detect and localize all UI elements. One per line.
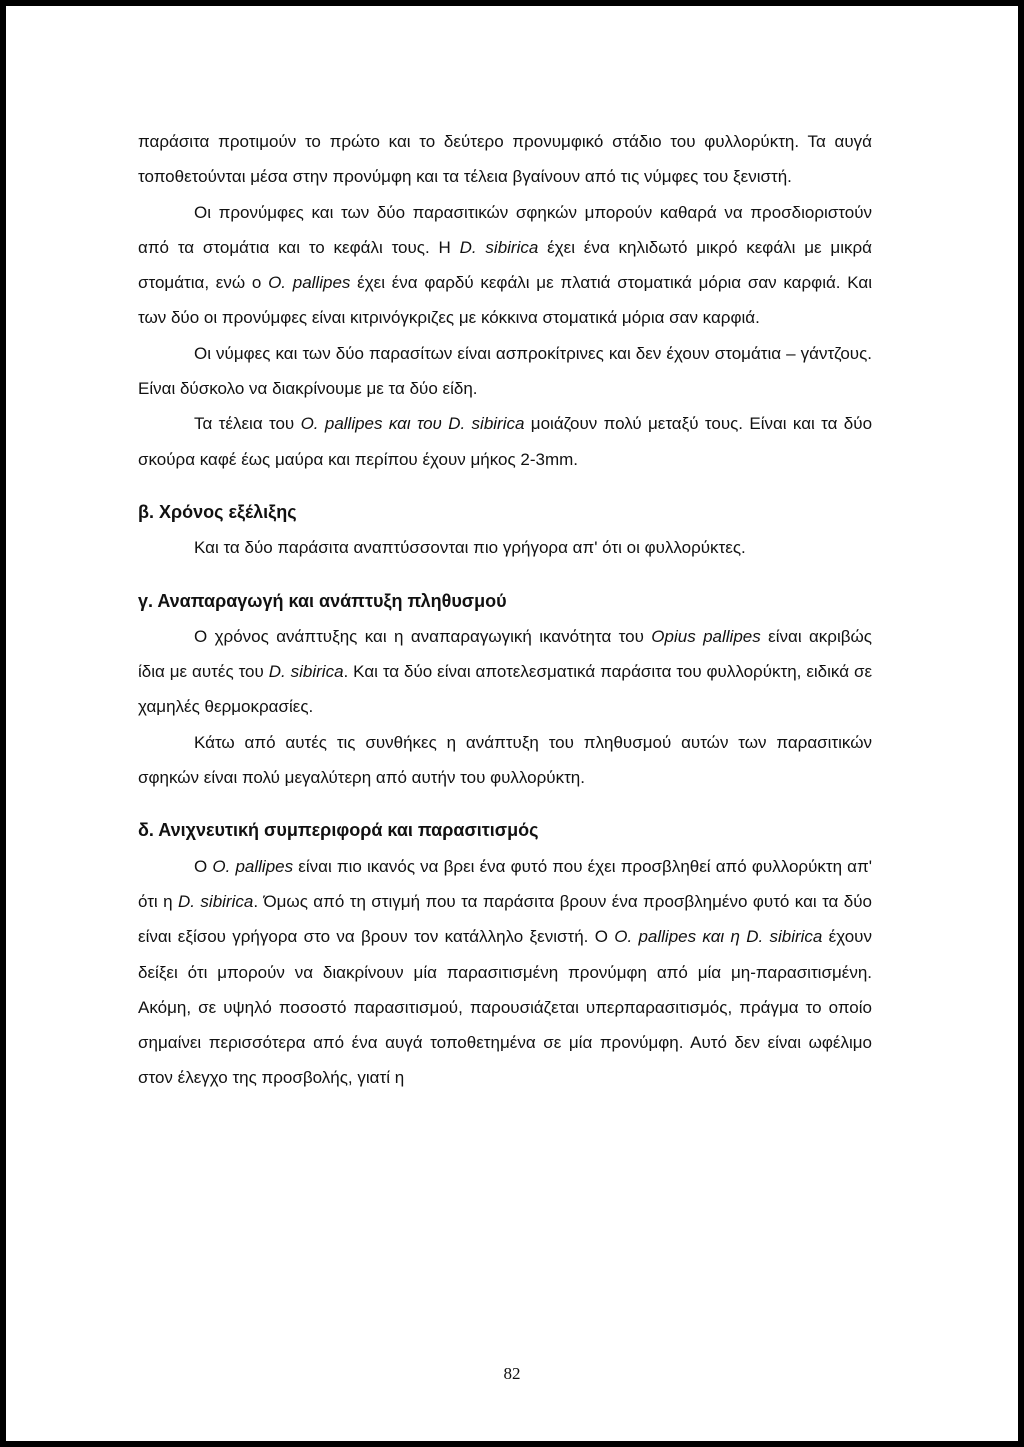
paragraph-reproduction: [138, 619, 872, 725]
text-run: έχει ένα φαρδύ κεφάλι με πλατιά στοματικά μόρια σαν καρφιά. Και των δύο οι προνύμφες είναι κιτρινόγκριζες με κόκκινα στοματικά μόρια σαν καρφιά.: [138, 273, 872, 328]
text-run: έχουν δείξει ότι μπορούν να διακρίνουν μία παρασιτισμένη προνύμφη από μία μη-παρασιτισμένη. Ακόμη, σε υψηλό ποσοστό παρασιτισμού, παρουσιάζεται υπερπαρασιτισμός, πράγμα το οποίο σημαίνει περισσότερα από ένα αυγά τοποθετημένα σε μία προνύμφη. Αυτό δεν είναι ωφέλιμο στον έλεγχο της προσβολής, γιατί η: [138, 927, 872, 1088]
species-name: Opius pallipes: [651, 626, 761, 646]
species-name: O. pallipes και του D. sibirica: [300, 414, 525, 434]
section-gap: [138, 477, 872, 495]
paragraph-text: παράσιτα προτιμούν το πρώτο και το δεύτερο προνυμφικό στάδιο του φυλλορύκτη. Τα αυγά τοποθετούνται μέσα στην προνύμφη και τα τέλεια βγαίνουν από τις νύμφες του ξενιστή.: [138, 132, 872, 187]
section-heading-development-time: β. Χρόνος εξέλιξης: [138, 501, 297, 522]
page-number: 82: [503, 1364, 521, 1383]
document-page: [6, 6, 1018, 1441]
paragraph-adults: [138, 406, 872, 477]
section-heading-reproduction: γ. Αναπαραγωγή και ανάπτυξη πληθυσμού: [138, 590, 507, 611]
species-name: O. pallipes: [212, 856, 294, 876]
species-name: D. sibirica: [459, 237, 539, 257]
paragraph-pupae: [138, 336, 872, 407]
text-run: έχει ένα κηλιδωτό μικρό κεφάλι με μικρά στομάτια, ενώ ο: [138, 237, 872, 293]
text-run: είναι ακριβώς ίδια με αυτές του: [138, 626, 873, 682]
page-content: [138, 124, 872, 1096]
text-run: Ο: [194, 856, 213, 876]
text-run: μοιάζουν πολύ μεταξύ τους. Είναι και τα δύο σκούρα καφέ έως μαύρα και περίπου έχουν μήκος 2-3mm.: [138, 414, 873, 469]
paragraph-text: Κάτω από αυτές τις συνθήκες η ανάπτυξη του πληθυσμού αυτών των παρασιτικών σφηκών είναι πολύ μεγαλύτερη από αυτήν του φυλλορύκτη.: [138, 732, 872, 788]
species-name: D. sibirica: [178, 891, 254, 911]
section-gap: [138, 795, 872, 813]
text-run: είναι πιο ικανός να βρει ένα φυτό που έχει προσβληθεί από φυλλορύκτη απ' ότι η: [138, 856, 872, 911]
paragraph-larvae-identification: [138, 195, 872, 336]
species-name: O. pallipes και η D. sibirica: [614, 927, 823, 947]
species-name: D. sibirica: [268, 662, 344, 682]
text-run: Ο χρόνος ανάπτυξης και η αναπαραγωγική ικανότητα του: [194, 626, 652, 646]
section-gap: [138, 566, 872, 584]
text-run: Οι προνύμφες και των δύο παρασιτικών σφηκών μπορούν καθαρά να προσδιοριστούν από τα στομάτια και το κεφάλι τους. Η: [138, 202, 872, 257]
text-run: . Όμως από τη στιγμή που τα παράσιτα βρουν ένα προσβλημένο φυτό και τα δύο είναι εξίσου γρήγορα στο να βρουν τον κατάλληλο ξενιστή. Ο: [138, 891, 873, 947]
paragraph-search-behaviour: [138, 849, 872, 1096]
paragraph-text: Οι νύμφες και των δύο παρασίτων είναι ασπροκίτρινες και δεν έχουν στομάτια – γάντζους. Είναι δύσκολο να διακρίνουμε με τα δύο είδη.: [138, 343, 872, 399]
paragraph-development-time: [138, 530, 872, 565]
paragraph-larvae-stage: [138, 124, 872, 195]
paragraph-text: Και τα δύο παράσιτα αναπτύσσονται πιο γρήγορα απ' ότι οι φυλλορύκτες.: [194, 538, 746, 558]
text-run: . Και τα δύο είναι αποτελεσματικά παράσιτα του φυλλορύκτη, ειδικά σε χαμηλές θερμοκρασίες.: [138, 662, 873, 717]
section-heading-search-behaviour: δ. Ανιχνευτική συμπεριφορά και παρασιτισμός: [138, 820, 539, 841]
paragraph-population-growth: [138, 725, 872, 796]
species-name: O. pallipes: [268, 273, 351, 293]
text-run: Τα τέλεια του: [194, 414, 301, 434]
